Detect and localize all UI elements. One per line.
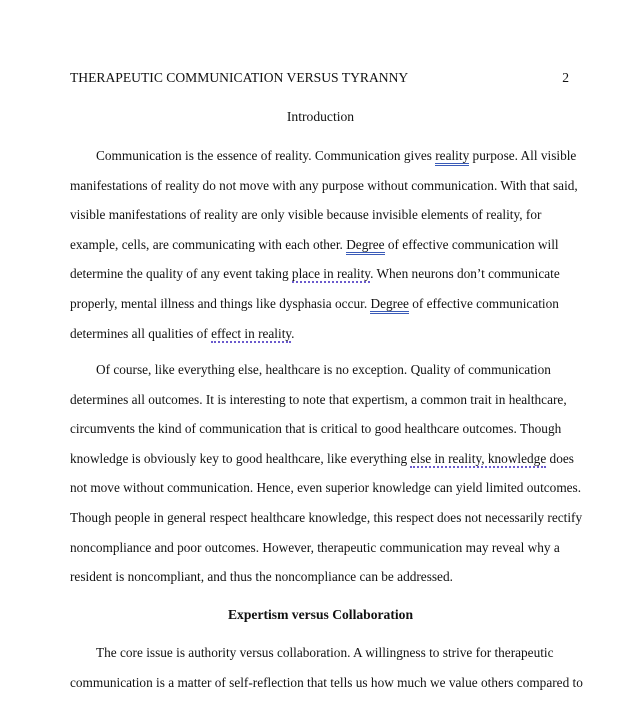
text-line: determines all qualities of effect in reality.	[70, 325, 295, 341]
text-line: visible manifestations of reality are only visible because invisible elements of reality, for	[70, 207, 542, 223]
grammar-flag[interactable]: else in reality, knowledge	[410, 450, 547, 466]
text-line: example, cells, are communicating with each other. Degree of effective communication will	[70, 230, 576, 260]
text-line: The core issue is authority versus collaboration. A willingness to strive for therapeutic	[96, 645, 554, 660]
paragraph	[70, 355, 583, 592]
text-line: properly, mental illness and things like dysphasia occur. Degree of effective communication	[70, 289, 576, 319]
text-line: Though people in general respect healthcare knowledge, this respect does not necessarily rectify	[70, 509, 583, 525]
running-head: THERAPEUTIC COMMUNICATION VERSUS TYRANNY	[70, 70, 409, 85]
text-line: not move without communication. Hence, even superior knowledge can yield limited outcomes.	[70, 480, 582, 496]
grammar-flag[interactable]: Degree	[370, 296, 408, 314]
paragraph	[70, 638, 583, 697]
grammar-flag[interactable]: place in reality	[291, 266, 371, 282]
text-line: Of course, like everything else, healthcare is no exception. Quality of communication	[96, 362, 551, 377]
page-number: 2	[562, 70, 569, 85]
text-line: communication is a matter of self-reflection that tells us how much we value others compared to	[70, 674, 583, 690]
grammar-flag[interactable]: effect in reality	[211, 325, 292, 341]
page-header	[70, 70, 569, 90]
text-line: manifestations of reality do not move with any purpose without communication. With that said,	[70, 177, 578, 193]
text-line: determine the quality of any event taking place in reality. When neurons don’t communicate	[70, 266, 560, 282]
text-line: resident is noncompliant, and thus the noncompliance can be addressed.	[70, 569, 453, 585]
text-line: Communication is the essence of reality. Communication gives reality purpose. All visible	[70, 141, 576, 171]
text-line: knowledge is obviously key to good healthcare, like everything else in reality, knowledge does	[70, 450, 574, 466]
section-heading-expertism: Expertism versus Collaboration	[227, 607, 414, 622]
section-heading-introduction: Introduction	[286, 109, 355, 124]
grammar-flag[interactable]: Degree	[346, 237, 384, 255]
grammar-flag[interactable]: reality	[435, 148, 469, 166]
text-line: noncompliance and poor outcomes. However, therapeutic communication may reveal why a	[70, 539, 560, 555]
text-line: circumvents the kind of communication that is critical to good healthcare outcomes. Though	[70, 421, 562, 437]
paragraph	[70, 141, 576, 348]
text-line: determines all outcomes. It is interesting to note that expertism, a common trait in healthcare,	[70, 391, 567, 407]
